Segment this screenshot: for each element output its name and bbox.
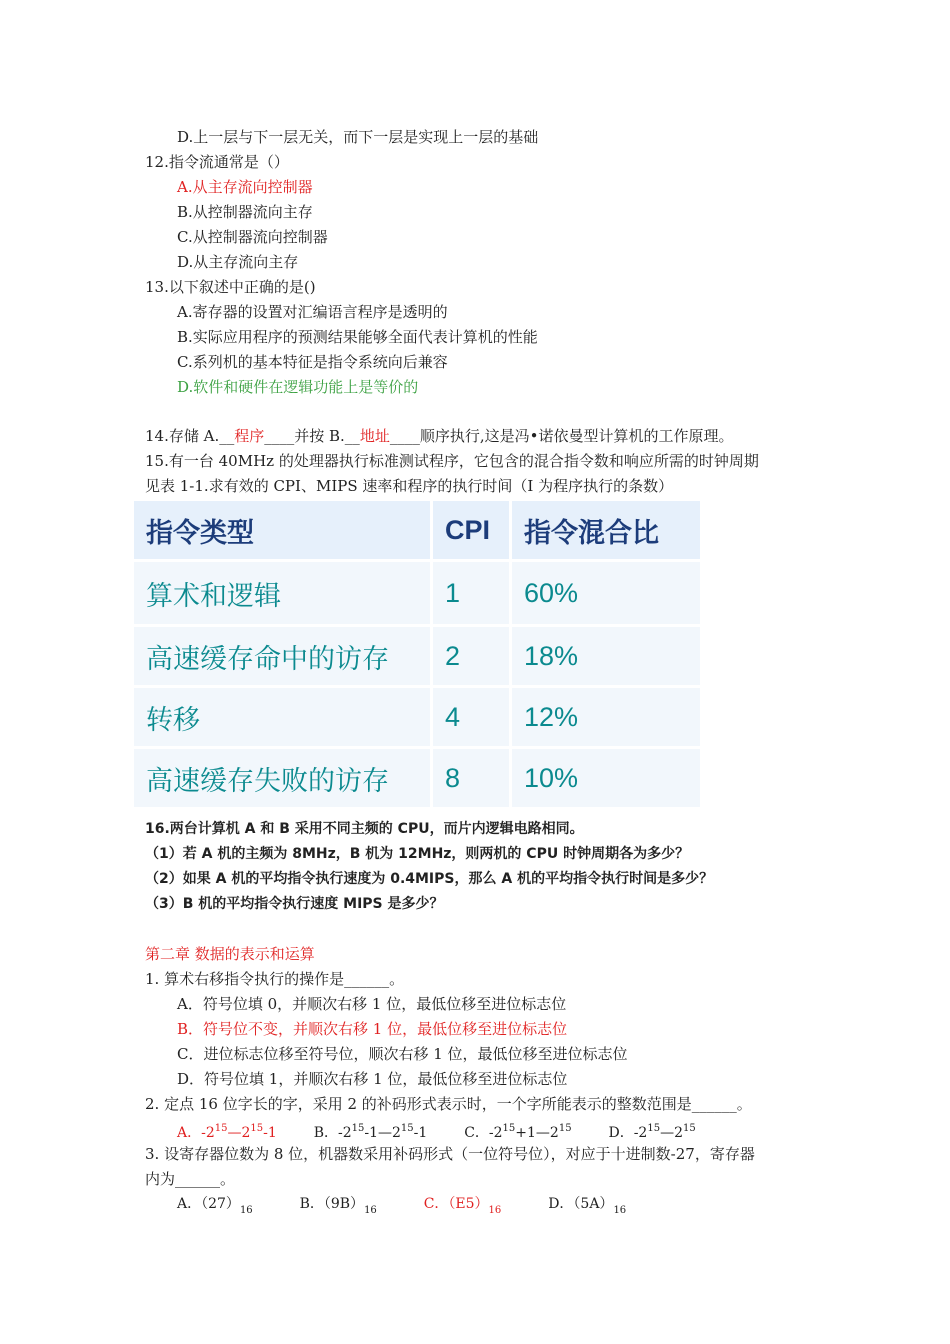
table-cell: 2 (433, 627, 509, 685)
q12-option-c: C.从控制器流向控制器 (177, 228, 328, 246)
q16-line3: （2）如果 A 机的平均指令执行速度为 0.4MIPS，那么 A 机的平均指令执行时间是多少？ (145, 871, 714, 887)
c1-stem: 1. 算术右移指令执行的操作是______。 (145, 970, 405, 988)
q13-option-d: D.软件和硬件在逻辑功能上是等价的 (177, 378, 419, 396)
q16-line4: （3）B 机的平均指令执行速度 MIPS 是多少？ (145, 896, 444, 912)
c3-line1: 3. 设寄存器位数为 8 位，机器数采用补码形式（一位符号位），对应于十进制数-27，寄存器 (145, 1145, 755, 1163)
q14-part3: ____顺序执行,这是冯•诺依曼型计算机的工作原理。 (389, 427, 734, 445)
q13-option-b: B.实际应用程序的预测结果能够全面代表计算机的性能 (177, 328, 538, 346)
c2-option-a: A．$-2^{15}—2^{15}-1$ (177, 1123, 277, 1141)
q13-stem: 13.以下叙述中正确的是() (145, 278, 316, 296)
q13-option-a: A.寄存器的设置对汇编语言程序是透明的 (177, 303, 448, 321)
c3-line2: 内为______。 (145, 1170, 236, 1188)
c1-option-b: B．符号位不变，并顺次右移 1 位，最低位移至进位标志位 (177, 1020, 568, 1038)
table-cell: 60% (512, 562, 700, 624)
table-cell: 8 (433, 749, 509, 807)
q14-answer-2: 地址 (359, 427, 390, 445)
c2-option-b: B．$-2^{15}-1—2^{15}-1$ (313, 1123, 428, 1141)
q12-option-a: A.从主存流向控制器 (177, 178, 313, 196)
q15-line1: 15.有一台 40MHz 的处理器执行标准测试程序，它包含的混合指令数和响应所需的时钟周期 (145, 452, 759, 470)
chapter2-title: 第二章 数据的表示和运算 (145, 945, 315, 963)
c3-options-line (177, 1194, 626, 1221)
table-row (134, 688, 700, 746)
q14-answer-1: 程序 (234, 427, 265, 445)
q12-option-d: D.从主存流向主存 (177, 253, 299, 271)
q13-option-c: C.系列机的基本特征是指令系统向后兼容 (177, 353, 448, 371)
c1-option-d: D．符号位填 1，并顺次右移 1 位，最低位移至进位标志位 (177, 1070, 568, 1088)
table-cell: 高速缓存命中的访存 (134, 627, 430, 685)
q14-part1: 14.存储 A.__ (145, 427, 235, 445)
c2-stem: 2. 定点 16 位字长的字，采用 2 的补码形式表示时，一个字所能表示的整数范围是______。 (145, 1095, 752, 1113)
q12-option-b: B.从控制器流向主存 (177, 203, 313, 221)
c3-option-a: A．$(27)_{16}$ (177, 1196, 253, 1216)
c3-option-d: D．$(5A)_{16}$ (548, 1196, 627, 1216)
c1-option-a: A．符号位填 0，并顺次右移 1 位，最低位移至进位标志位 (177, 995, 567, 1013)
c3-option-b: B．$(9B)_{16}$ (299, 1196, 377, 1216)
table-cell: 算术和逻辑 (134, 562, 430, 624)
table-row (134, 562, 700, 624)
table-cell: 1 (433, 562, 509, 624)
table-cell: 转移 (134, 688, 430, 746)
q14-line (145, 426, 733, 446)
c3-option-c: C．$(E5)_{16}$ (423, 1196, 502, 1216)
c2-options-line (177, 1119, 696, 1143)
table-header-cell: 指令类型 (134, 501, 430, 559)
table-cell: 12% (512, 688, 700, 746)
table-header-cell: 指令混合比 (512, 501, 700, 559)
q11-option-d: D.上一层与下一层无关，而下一层是实现上一层的基础 (177, 128, 539, 146)
table-row (134, 749, 700, 807)
table-cell: 18% (512, 627, 700, 685)
c2-option-c: C．$-2^{15}+1—2^{15}$ (464, 1123, 572, 1141)
cpi-table (131, 498, 703, 810)
table-header-row (134, 501, 700, 559)
table-row (134, 627, 700, 685)
q16-line2: （1）若 A 机的主频为 8MHz，B 机为 12MHz，则两机的 CPU 时钟周期各为多少？ (145, 846, 690, 862)
q12-stem: 12.指令流通常是（） (145, 153, 289, 171)
table-cell: 10% (512, 749, 700, 807)
table-header-cell: CPI (433, 501, 509, 559)
table-cell: 4 (433, 688, 509, 746)
q14-part2: ____并按 B.__ (264, 427, 360, 445)
c2-option-d: D．$-2^{15}—2^{15}$ (608, 1123, 696, 1141)
c1-option-c: C．进位标志位移至符号位，顺次右移 1 位，最低位移至进位标志位 (177, 1045, 628, 1063)
q16-line1: 16.两台计算机 A 和 B 采用不同主频的 CPU，而片内逻辑电路相同。 (145, 821, 584, 837)
table-cell: 高速缓存失败的访存 (134, 749, 430, 807)
q15-line2: 见表 1-1.求有效的 CPI、MIPS 速率和程序的执行时间（I 为程序执行的条数） (145, 477, 674, 495)
